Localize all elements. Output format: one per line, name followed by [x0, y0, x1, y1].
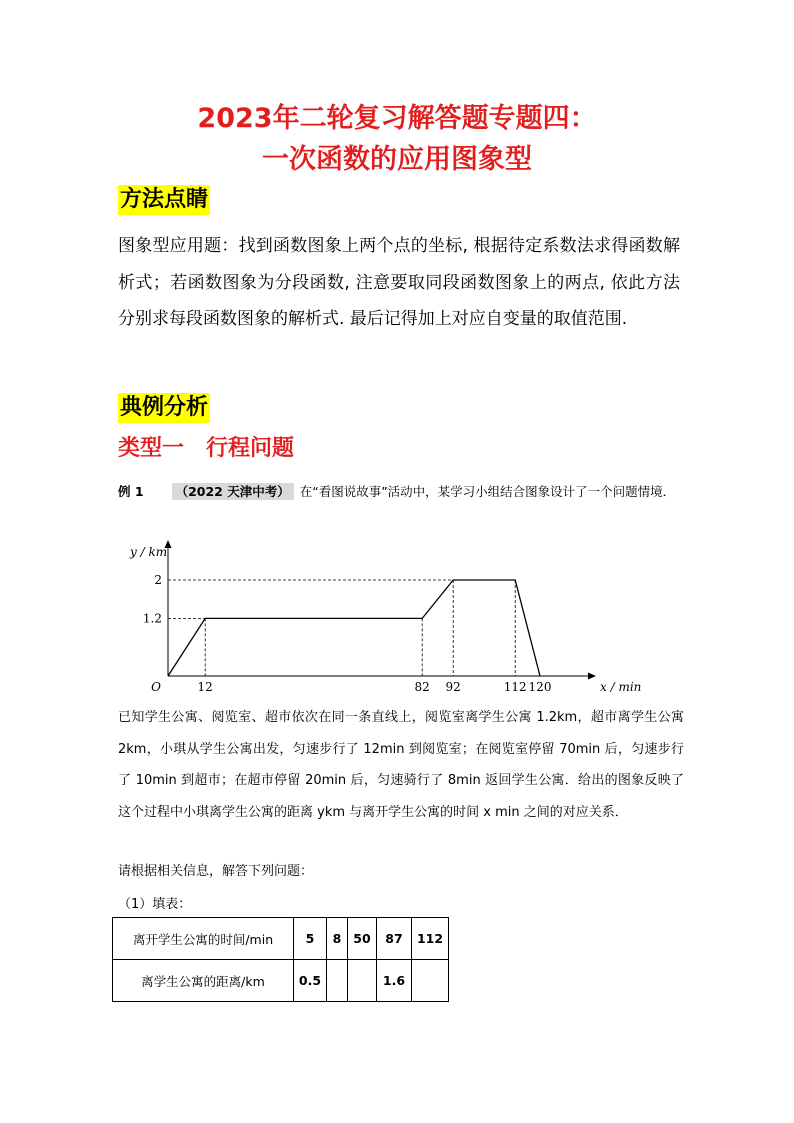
example-body: 已知学生公寓、阅览室、超市依次在同一条直线上，阅览室离学生公寓 1.2km，超市离学生公寓 2km，小琪从学生公寓出发，匀速步行了 12min 到阅览室；在阅览室停留 70min 后，匀速步行了 10min 到超市；在超市停留 20min 后，匀速骑行了 8min 返回学生公寓．给出的图象反映了这个过程中小琪离学生公寓的距离 ykm 与离开学生公寓的时间 x min 之间的对应关系．	[118, 710, 684, 820]
method-heading: 方法点睛	[118, 185, 210, 215]
origin-label: O	[151, 680, 161, 694]
table-cell: 1.6	[377, 960, 412, 1002]
y-tick-label: 2	[154, 573, 162, 587]
x-tick-label: 82	[414, 680, 430, 694]
page-title-line1: 2023年二轮复习解答题专题四：	[197, 103, 597, 134]
table-cell: 112	[412, 918, 449, 960]
question-prompt: 请根据相关信息，解答下列问题：	[118, 864, 314, 879]
table-row	[113, 960, 449, 1002]
series-line	[168, 580, 540, 676]
table-row	[113, 918, 449, 960]
page-title-line2: 一次函数的应用图象型	[262, 144, 532, 175]
table-cell	[412, 960, 449, 1002]
example-label: 例 1	[118, 484, 144, 499]
table-cell: 87	[377, 918, 412, 960]
type-label: 类型一	[118, 436, 185, 461]
row1-label: 离开学生公寓的时间/min	[113, 918, 294, 960]
table-cell	[327, 960, 348, 1002]
y-tick-label: 1.2	[142, 611, 162, 626]
x-axis-arrow	[588, 673, 596, 680]
example-intro-text: 在“看图说故事”活动中，某学习小组结合图象设计了一个问题情境．	[299, 484, 676, 499]
table-cell: 50	[348, 918, 377, 960]
type-name: 行程问题	[206, 436, 295, 461]
example-intro	[118, 479, 688, 504]
y-axis-label: y / km	[130, 545, 168, 559]
table-cell: 8	[327, 918, 348, 960]
method-text: 图象型应用题：找到函数图象上两个点的坐标, 根据待定系数法求得函数解析式；若函数图象为分段函数, 注意要取同段函数图象上的两点, 依此方法分别求每段函数图象的解析式. 最后记得加上对应自变量的取值范围.	[118, 236, 680, 329]
example-source-badge: （2022 天津中考）	[172, 483, 294, 500]
type-heading	[118, 434, 316, 464]
x-tick-label: 12	[197, 680, 213, 694]
fill-label: （1）填表：	[118, 897, 192, 912]
x-tick-label: 120	[528, 680, 552, 694]
x-tick-label: 112	[503, 680, 527, 694]
distance-time-chart	[108, 538, 642, 694]
x-tick-label: 92	[445, 680, 461, 694]
x-axis-label: x / min	[600, 680, 642, 694]
table-cell: 0.5	[294, 960, 327, 1002]
table-cell	[348, 960, 377, 1002]
answer-table	[112, 917, 449, 1002]
table-cell: 5	[294, 918, 327, 960]
row2-label: 离学生公寓的距离/km	[113, 960, 294, 1002]
example-heading: 典例分析	[118, 393, 210, 423]
